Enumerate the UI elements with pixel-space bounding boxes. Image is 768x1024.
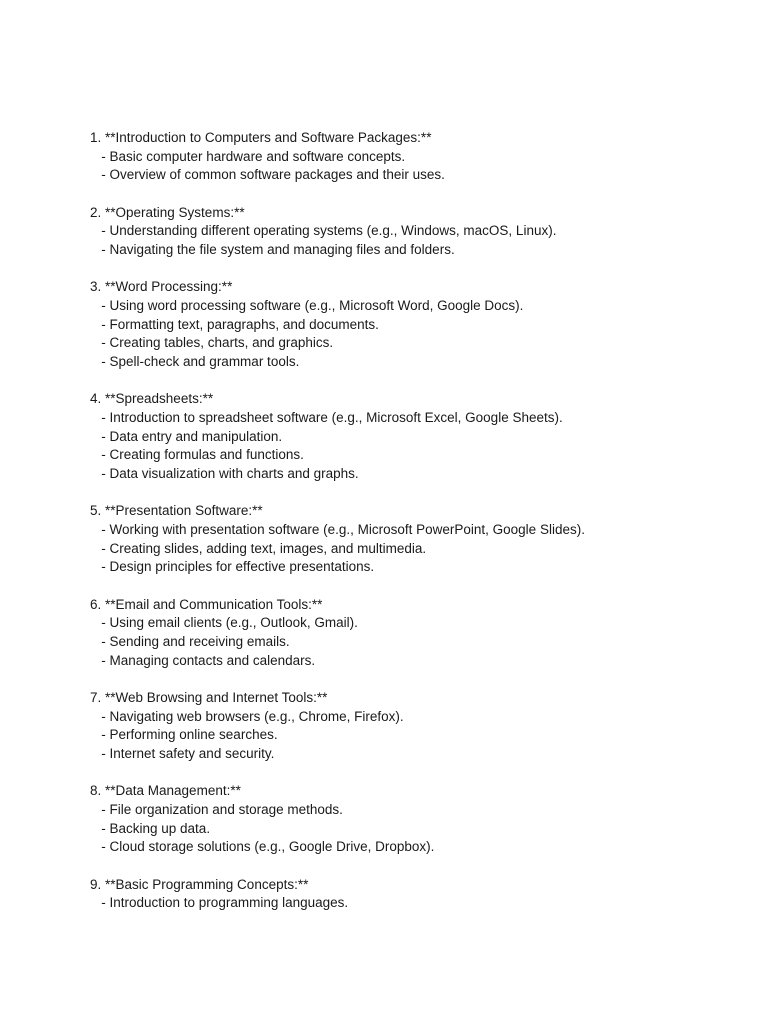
list-item: - Managing contacts and calendars. — [90, 652, 316, 668]
section-heading: 7. **Web Browsing and Internet Tools:** — [90, 690, 328, 706]
list-item: - Design principles for effective presentations. — [90, 559, 375, 575]
section-data-management — [90, 782, 750, 857]
section-email-communication — [90, 596, 750, 671]
list-item: - Sending and receiving emails. — [90, 634, 290, 650]
section-programming-concepts — [90, 876, 750, 913]
list-item: - Creating formulas and functions. — [90, 447, 304, 463]
list-item: - Introduction to spreadsheet software (e.g., Microsoft Excel, Google Sheets). — [90, 410, 563, 426]
list-item: - Navigating the file system and managing files and folders. — [90, 242, 455, 258]
list-item: - Creating tables, charts, and graphics. — [90, 335, 334, 351]
list-item: - Performing online searches. — [90, 727, 278, 743]
list-item: - Working with presentation software (e.g., Microsoft PowerPoint, Google Slides). — [90, 522, 585, 538]
list-item: - Backing up data. — [90, 820, 211, 836]
list-item: - Overview of common software packages and their uses. — [90, 167, 445, 183]
list-item: - Data entry and manipulation. — [90, 428, 283, 444]
list-item: - Internet safety and security. — [90, 746, 275, 762]
section-computers-software — [90, 129, 750, 185]
list-item: - Data visualization with charts and graphs. — [90, 466, 359, 482]
list-item: - Introduction to programming languages. — [90, 895, 349, 911]
section-heading: 1. **Introduction to Computers and Software Packages:** — [90, 130, 432, 145]
section-presentation-software — [90, 502, 750, 577]
list-item: - File organization and storage methods. — [90, 802, 343, 818]
list-item: - Understanding different operating systems (e.g., Windows, macOS, Linux). — [90, 223, 557, 239]
section-spreadsheets — [90, 390, 750, 483]
list-item: - Basic computer hardware and software concepts. — [90, 148, 406, 164]
document-page — [90, 129, 750, 932]
section-heading: 2. **Operating Systems:** — [90, 204, 245, 220]
section-heading: 8. **Data Management:** — [90, 783, 241, 799]
section-heading: 4. **Spreadsheets:** — [90, 391, 214, 407]
section-word-processing — [90, 278, 750, 371]
section-heading: 9. **Basic Programming Concepts:** — [90, 876, 309, 892]
section-heading: 3. **Word Processing:** — [90, 279, 233, 295]
section-operating-systems — [90, 204, 750, 260]
list-item: - Using email clients (e.g., Outlook, Gmail). — [90, 615, 358, 631]
list-item: - Creating slides, adding text, images, and multimedia. — [90, 540, 427, 556]
section-web-browsing — [90, 689, 750, 764]
list-item: - Spell-check and grammar tools. — [90, 354, 300, 370]
list-item: - Navigating web browsers (e.g., Chrome, Firefox). — [90, 708, 404, 724]
section-heading: 6. **Email and Communication Tools:** — [90, 596, 323, 612]
section-heading: 5. **Presentation Software:** — [90, 503, 263, 519]
list-item: - Formatting text, paragraphs, and documents. — [90, 316, 379, 332]
list-item: - Cloud storage solutions (e.g., Google Drive, Dropbox). — [90, 839, 435, 855]
list-item: - Using word processing software (e.g., Microsoft Word, Google Docs). — [90, 298, 524, 313]
